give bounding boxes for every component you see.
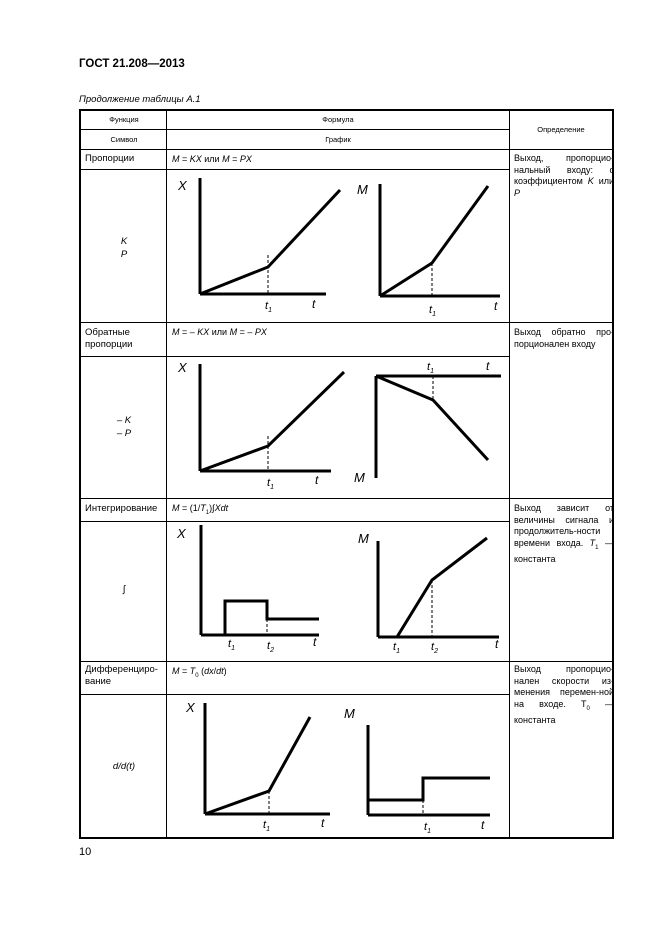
row1-bottom-line	[81, 322, 612, 323]
row1-left-tick: $t_1$	[265, 300, 272, 314]
row1-right-graph	[357, 182, 500, 318]
row1-symbol-k: K	[120, 236, 128, 247]
row1-definition: Выход, пропорцио-нальный входу: с коэффициентом K или P	[514, 153, 614, 198]
row2-formula: M = – KX или M = – PX	[172, 327, 267, 337]
table-caption: Продолжение таблицы А.1	[79, 94, 201, 105]
header-bottom-line	[81, 149, 612, 150]
row3-right-xlabel: t	[495, 637, 499, 651]
row3-right-tick1: $t_1$	[393, 641, 400, 655]
row4-right-xlabel: t	[481, 818, 485, 832]
row3-right-curve	[397, 538, 487, 637]
row4-symbol: d/d(t)	[112, 761, 136, 772]
row4-right-ylabel: M	[344, 706, 355, 721]
row4-right-tick: $t_1$	[424, 821, 431, 835]
row3-left-xlabel: t	[313, 635, 317, 649]
row2-right-ylabel: M	[354, 470, 365, 485]
row2-graphs	[168, 356, 508, 496]
col-header-graph: График	[325, 135, 351, 144]
row2-definition: Выход обратно про-порционален входу	[514, 327, 614, 349]
standard-title: ГОСТ 21.208—2013	[79, 58, 185, 70]
row3-bottom-line	[81, 661, 612, 662]
row2-right-xlabel: t	[486, 359, 490, 373]
row1-left-xlabel: t	[312, 297, 316, 311]
row3-left-graph	[176, 525, 319, 654]
row1-right-curve	[380, 186, 488, 296]
row3-symbol: ∫	[122, 584, 126, 595]
row2-left-xlabel: t	[315, 473, 319, 487]
row3-right-tick2: $t_2$	[431, 641, 438, 655]
row2-bottom-line	[81, 498, 612, 499]
row2-symbol-p: – P	[116, 428, 132, 439]
col-header-formula: Формула	[322, 115, 354, 124]
row3-right-graph	[358, 531, 499, 655]
row3-left-pulse	[225, 601, 319, 635]
row4-left-graph	[185, 700, 330, 833]
row3-left-tick2: $t_2$	[267, 640, 274, 654]
row4-right-graph	[344, 706, 490, 835]
page-number: 10	[79, 846, 92, 858]
row1-symbol-p: P	[120, 249, 128, 260]
row2-left-ylabel: X	[178, 360, 187, 375]
row2-left-tick: $t_1$	[267, 477, 274, 491]
row2-right-graph	[354, 359, 501, 485]
row2-left-curve	[200, 372, 344, 471]
col-divider-2	[509, 111, 510, 837]
row3-left-tick1: $t_1$	[228, 638, 235, 652]
row1-left-ylabel: X	[178, 178, 187, 193]
row2-left-graph	[177, 360, 344, 491]
row1-left-graph	[177, 178, 340, 314]
row4-definition: Выход пропорцио-нален скорости из-менения перемен-ной на входе. $T_0$ — константа	[514, 664, 614, 725]
col-header-symbol: Символ	[110, 135, 138, 144]
row3-left-ylabel: X	[177, 526, 186, 541]
row1-graphs	[168, 170, 508, 322]
row4-graphs	[168, 695, 508, 837]
row2-right-tick: $t_1$	[427, 361, 434, 375]
row1-right-tick: $t_1$	[429, 304, 436, 318]
row4-left-tick: $t_1$	[263, 819, 270, 833]
col-divider-1	[166, 111, 167, 837]
row4-left-xlabel: t	[321, 816, 325, 830]
row4-function: Дифференциро-вание	[85, 664, 158, 687]
row4-left-curve	[205, 717, 310, 814]
row4-right-curve	[368, 778, 490, 800]
row3-formula: $M = (1/T_1)\int Xdt$	[172, 503, 229, 516]
row2-symbol-k: – K	[116, 415, 132, 426]
row1-left-curve	[200, 190, 340, 294]
row4-left-ylabel: X	[186, 700, 195, 715]
row3-right-ylabel: M	[358, 531, 369, 546]
row1-function: Пропорции	[85, 153, 135, 164]
col-header-function: Функция	[109, 115, 139, 124]
row4-formula: $M = T_0$ (dx/dt)	[172, 666, 227, 679]
row3-graphs	[168, 520, 508, 660]
row1-formula: M = KX или M = PX	[172, 154, 252, 164]
row2-function: Обратные пропорции	[85, 327, 133, 350]
row1-right-xlabel: t	[494, 299, 498, 313]
row3-function: Интегрирование	[85, 503, 158, 514]
row2-right-curve	[376, 376, 488, 460]
col-header-definition: Определение	[537, 125, 585, 134]
header-mid-line	[81, 129, 509, 130]
row1-right-ylabel: M	[357, 182, 368, 197]
row3-definition: Выход зависит от величины сигнала и продолжитель-ности времени входа. $T_1$ — константа	[514, 503, 614, 564]
